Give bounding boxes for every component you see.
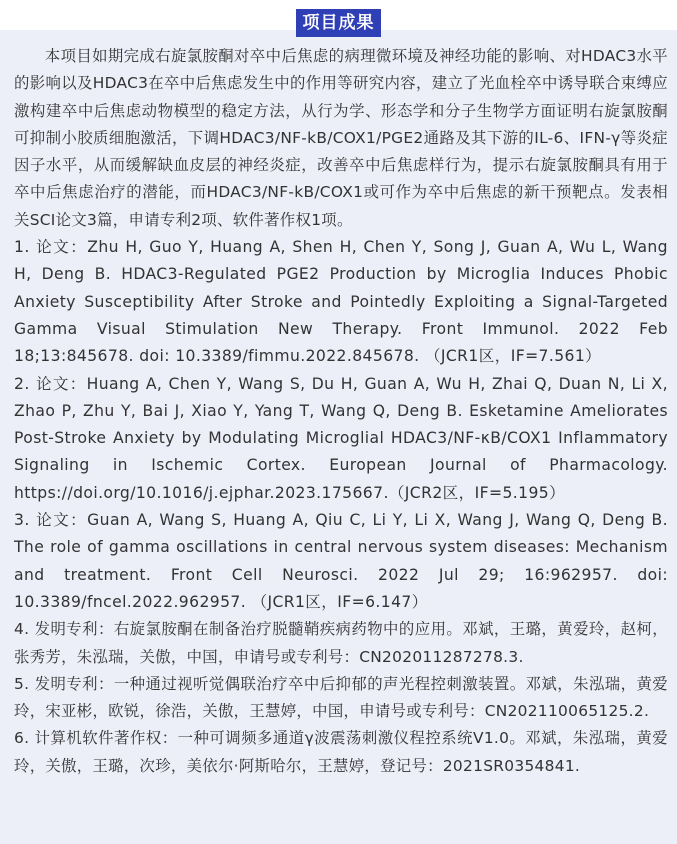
list-item-paper-1: 1. 论文：Zhu H, Guo Y, Huang A, Shen H, Chen Y, Song J, Guan A, Wu L, Wang H, Deng B. HDAC3-Regulated PGE2 Production by Microglia Induces Phobic Anxiety Susceptibility After Stroke and Pointedly Exploiting a Signal-Targeted Gamma Visual Stimulation New Therapy. Front Immunol. 2022 Feb 18;13:845678. doi: 10.3389/fimmu.2022.845678. （JCR1区，IF=7.561） [14,238,668,366]
list-item-patent-2: 5. 发明专利：一种通过视听觉偶联治疗卒中后抑郁的声光程控刺激装置。邓斌，朱泓瑞，黄爱玲，宋亚彬，欧锐，徐浩，关傲，王慧婷，中国，申请号或专利号：CN202110065125.2. [14,674,668,721]
list-item-paper-2: 2. 论文：Huang A, Chen Y, Wang S, Du H, Guan A, Wu H, Zhai Q, Duan N, Li X, Zhao P, Zhu Y, Bai J, Xiao Y, Yang T, Wang Q, Deng B. Esketamine Ameliorates Post-Stroke Anxiety by Modulating Microglial HDAC3/NF-κB/COX1 Inflammatory Signaling in Ischemic Cortex. European Journal of Pharmacology. https://doi.org/10.1016/j.ejphar.2023.175667.（JCR2区，IF=5.195） [14,374,668,502]
list-item-paper-3: 3. 论文：Guan A, Wang S, Huang A, Qiu C, Li Y, Li X, Wang J, Wang Q, Deng B. The role of gamma oscillations in central nervous system diseases: Mechanism and treatment. Front Cell Neurosci. 2022 Jul 29; 16:962957. doi: 10.3389/fncel.2022.962957. （JCR1区，IF=6.147） [14,511,668,611]
section-title-badge: 项目成果 [296,9,381,37]
list-item-patent-1: 4. 发明专利：右旋氯胺酮在制备治疗脱髓鞘疾病药物中的应用。邓斌，王璐，黄爱玲，赵柯，张秀芳，朱泓瑞，关傲，中国，申请号或专利号：CN202011287278.3. [14,620,668,666]
results-content [14,43,668,780]
summary-paragraph: 本项目如期完成右旋氯胺酮对卒中后焦虑的病理微环境及神经功能的影响、对HDAC3水平的影响以及HDAC3在卒中后焦虑发生中的作用等研究内容，建立了光血栓卒中诱导联合束缚应激构建卒中后焦虑动物模型的稳定方法，从行为学、形态学和分子生物学方面证明右旋氯胺酮可抑制小胶质细胞激活，下调HDAC3/NF-kB/COX1/PGE2通路及其下游的IL-6、IFN-γ等炎症因子水平，从而缓解缺血皮层的神经炎症，改善卒中后焦虑样行为，提示右旋氯胺酮具有用于卒中后焦虑治疗的潜能，而HDAC3/NF-kB/COX1或可作为卒中后焦虑的新干预靶点。发表相关SCI论文3篇，申请专利2项、软件著作权1项。 [14,47,668,229]
list-item-software-copyright: 6. 计算机软件著作权：一种可调频多通道γ波震荡刺激仪程控系统V1.0。邓斌，朱泓瑞，黄爱玲，关傲，王璐，次珍，美依尔·阿斯哈尔，王慧婷，登记号：2021SR0354841. [14,729,668,775]
